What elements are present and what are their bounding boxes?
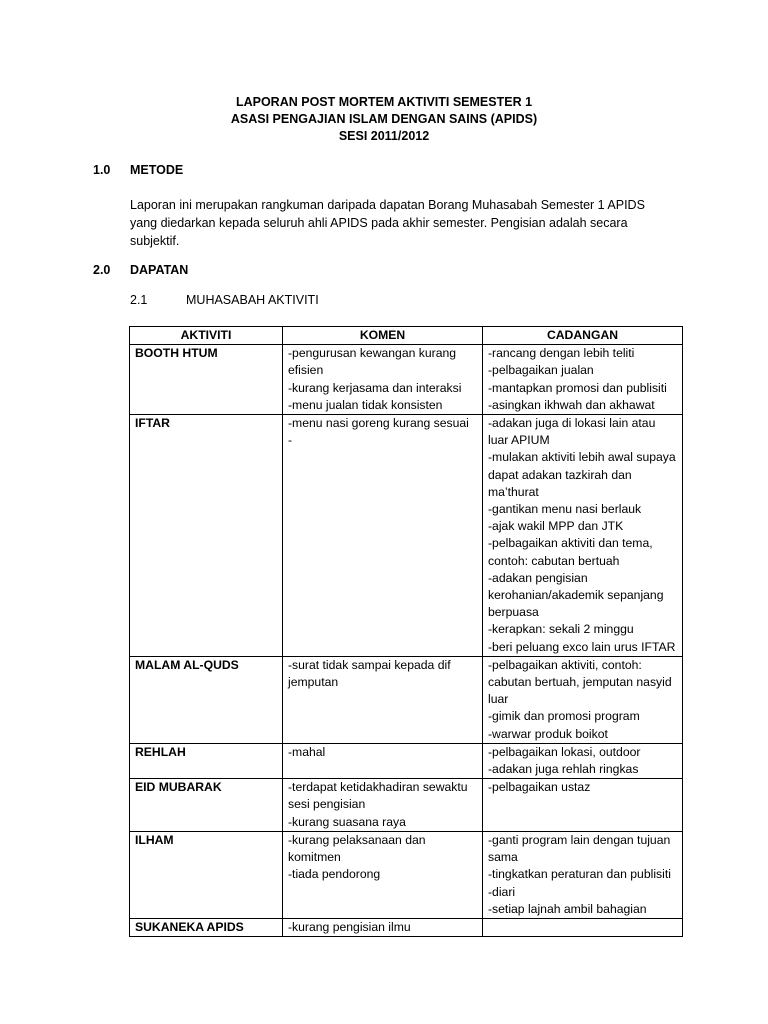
comment-cell-item: -kurang pengisian ilmu <box>288 919 411 934</box>
suggestion-cell-item: -ajak wakil MPP dan JTK <box>488 519 624 534</box>
activity-review-table <box>129 326 683 937</box>
section-2-label: DAPATAN <box>130 263 189 277</box>
suggestion-cell <box>483 831 683 918</box>
paragraph-line: yang diedarkan kepada seluruh ahli APIDS pada akhir semester. Pengisian adalah secara <box>130 216 628 230</box>
activity-cell: ILHAM <box>130 831 283 918</box>
table-row <box>130 779 683 832</box>
section-2-number: 2.0 <box>93 263 111 277</box>
suggestion-cell-item: -tingkatkan peraturan dan publisiti <box>488 867 671 882</box>
suggestion-cell <box>483 415 683 657</box>
suggestion-cell-item: -kerapkan: sekali 2 minggu <box>488 622 634 637</box>
paragraph-line: subjektif. <box>130 234 180 248</box>
suggestion-cell-item: -pelbagaikan aktiviti dan tema, contoh: cabutan bertuah <box>488 536 657 568</box>
report-title-line-1: LAPORAN POST MORTEM AKTIVITI SEMESTER 1 <box>235 95 533 109</box>
section-1-label: METODE <box>130 163 184 177</box>
comment-cell-item: -tiada pendorong <box>288 867 381 882</box>
suggestion-cell-item: -ganti program lain dengan tujuan sama <box>488 832 674 865</box>
comment-cell-item: -kurang kerjasama dan interaksi <box>288 380 462 395</box>
suggestion-cell-item: -asingkan ikhwah dan akhawat <box>488 397 655 412</box>
suggestion-cell <box>483 743 683 778</box>
suggestion-cell-item: -pelbagaikan lokasi, outdoor <box>488 744 641 759</box>
suggestion-cell-item: -adakan pengisian kerohanian/akademik sepanjang berpuasa <box>488 570 667 620</box>
comment-cell-item: -surat tidak sampai kepada dif jemputan <box>288 657 454 690</box>
comment-cell-item: - <box>288 433 293 448</box>
suggestion-cell-item: -rancang dengan lebih teliti <box>488 346 635 361</box>
section-1-number: 1.0 <box>93 163 111 177</box>
suggestion-cell-item: -mantapkan promosi dan publisiti <box>488 380 667 395</box>
suggestion-cell <box>483 779 683 832</box>
suggestion-cell-item: -adakan juga rehlah ringkas <box>488 762 639 777</box>
comment-cell-item: -pengurusan kewangan kurang efisien <box>288 346 460 378</box>
activity-cell: SUKANEKA APIDS <box>130 918 283 936</box>
header-aktiviti: AKTIVITI <box>130 327 283 345</box>
report-title-line-2: ASASI PENGAJIAN ISLAM DENGAN SAINS (APIDS) <box>230 112 538 126</box>
suggestion-cell-item: -setiap lajnah ambil bahagian <box>488 901 647 916</box>
comment-cell-item: -menu jualan tidak konsisten <box>288 397 443 412</box>
comment-cell <box>283 415 483 657</box>
paragraph-line: Laporan ini merupakan rangkuman daripada dapatan Borang Muhasabah Semester 1 APIDS <box>130 198 645 212</box>
comment-cell-item: -menu nasi goreng kurang sesuai <box>288 416 469 431</box>
comment-cell-item: -mahal <box>288 744 326 759</box>
suggestion-cell <box>483 656 683 743</box>
activity-cell: BOOTH HTUM <box>130 345 283 415</box>
table-row <box>130 345 683 415</box>
comment-cell-item: -kurang suasana raya <box>288 814 406 829</box>
suggestion-cell-item: -diari <box>488 884 516 899</box>
subsection-label: MUHASABAH AKTIVITI <box>186 293 319 307</box>
comment-cell <box>283 779 483 832</box>
comment-cell <box>283 345 483 415</box>
table-row <box>130 831 683 918</box>
suggestion-cell-item: -pelbagaikan aktiviti, contoh: cabutan bertuah, jemputan nasyid luar <box>488 657 676 707</box>
report-title-line-3: SESI 2011/2012 <box>338 129 430 143</box>
suggestion-cell-item: -pelbagaikan ustaz <box>488 780 591 795</box>
table-row <box>130 918 683 936</box>
suggestion-cell-item: -beri peluang exco lain urus IFTAR <box>488 639 676 654</box>
activity-cell: EID MUBARAK <box>130 779 283 832</box>
comment-cell <box>283 831 483 918</box>
suggestion-cell-item: -pelbagaikan jualan <box>488 363 594 378</box>
table-row <box>130 415 683 657</box>
table-body <box>130 345 683 937</box>
suggestion-cell-item: -gimik dan promosi program <box>488 709 640 724</box>
section-1-paragraph <box>130 196 670 250</box>
suggestion-cell <box>483 918 683 936</box>
table-row <box>130 743 683 778</box>
header-cadangan: CADANGAN <box>483 327 683 345</box>
table-row <box>130 656 683 743</box>
subsection-number: 2.1 <box>130 293 148 307</box>
suggestion-cell-item: -mulakan aktiviti lebih awal supaya dapat adakan tazkirah dan ma’thurat <box>488 450 680 499</box>
suggestion-cell-item: -warwar produk boikot <box>488 726 608 741</box>
comment-cell <box>283 918 483 936</box>
activity-cell: IFTAR <box>130 415 283 657</box>
suggestion-cell <box>483 345 683 415</box>
suggestion-cell-item: -adakan juga di lokasi lain atau luar APIUM <box>488 416 659 448</box>
activity-cell: MALAM AL-QUDS <box>130 656 283 743</box>
header-komen: KOMEN <box>283 327 483 345</box>
suggestion-cell-item: -gantikan menu nasi berlauk <box>488 502 642 517</box>
comment-cell <box>283 656 483 743</box>
comment-cell-item: -terdapat ketidakhadiran sewaktu sesi pengisian <box>288 780 471 812</box>
comment-cell-item: -kurang pelaksanaan dan komitmen <box>288 832 429 865</box>
table-header-row <box>130 327 683 345</box>
activity-cell: REHLAH <box>130 743 283 778</box>
comment-cell <box>283 743 483 778</box>
